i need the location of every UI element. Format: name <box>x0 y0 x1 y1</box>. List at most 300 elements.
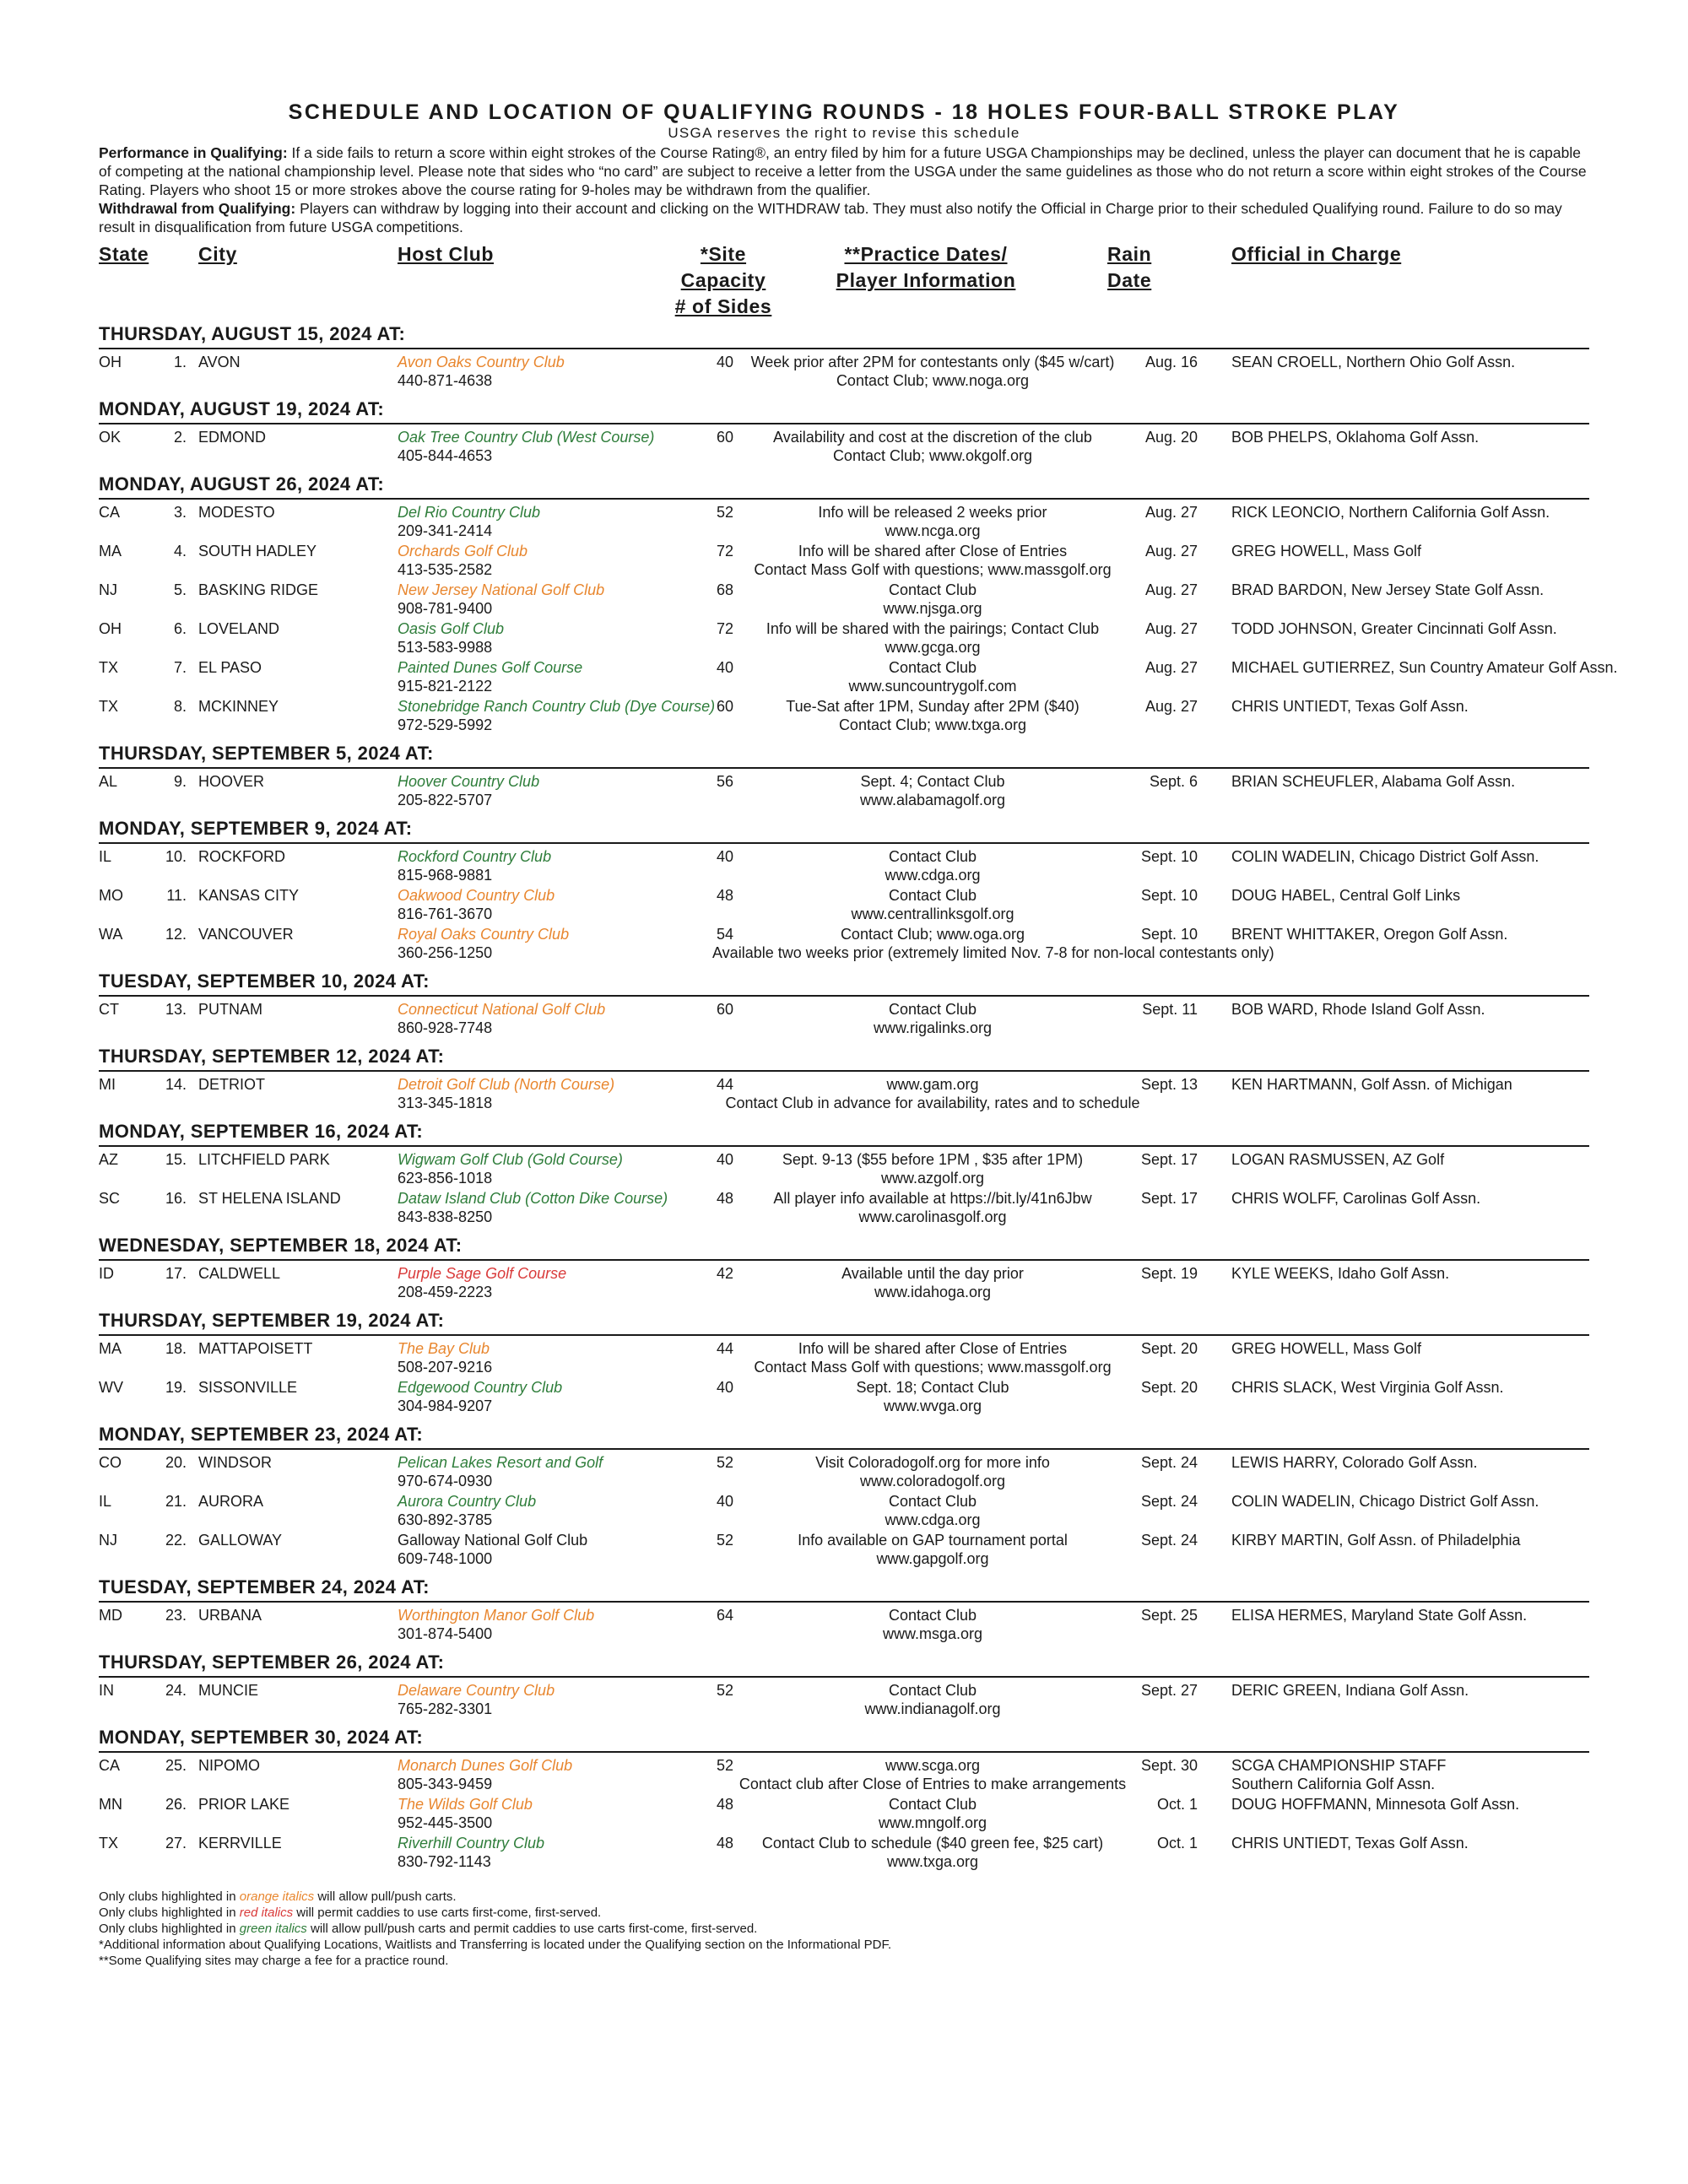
performance-paragraph <box>99 143 1589 199</box>
practice-info-line: www.indianagolf.org <box>864 1700 1001 1717</box>
city-cell: AURORA <box>198 1493 264 1510</box>
row-number: 22. <box>165 1532 187 1549</box>
rain-date: Sept. 19 <box>1140 1265 1198 1282</box>
day-title: TUESDAY, SEPTEMBER 24, 2024 AT: <box>99 1576 430 1597</box>
practice-info-line: www.centrallinksgolf.org <box>851 905 1014 922</box>
site-capacity: 52 <box>716 504 734 521</box>
practice-info <box>712 353 1153 390</box>
table-row <box>99 502 1589 541</box>
site-capacity: 48 <box>716 1190 734 1207</box>
city-cell: PRIOR LAKE <box>198 1796 290 1813</box>
rain-date: Sept. 17 <box>1140 1151 1198 1168</box>
host-club-phone: 313-345-1818 <box>398 1095 493 1111</box>
site-capacity: 60 <box>716 429 734 446</box>
host-club-phone: 623-856-1018 <box>398 1170 493 1187</box>
table-row <box>99 885 1589 924</box>
rain-date: Aug. 20 <box>1144 429 1198 446</box>
rain-date: Sept. 6 <box>1149 773 1198 790</box>
day-divider <box>99 498 1589 500</box>
state-cell: CA <box>99 504 121 521</box>
col-capacity-line2: Capacity <box>680 269 766 291</box>
day-section <box>99 1726 1589 1872</box>
day-divider <box>99 1334 1589 1336</box>
practice-info-line: Contact Club <box>888 659 977 676</box>
practice-info-line: Info will be shared with the pairings; Contact Club <box>766 620 1100 637</box>
host-club-name: Wigwam Golf Club (Gold Course) <box>398 1151 623 1168</box>
note-green-pre: Only clubs highlighted in <box>99 1922 240 1936</box>
practice-info-line: Contact Club in advance for availability, rates and to schedule <box>725 1095 1140 1111</box>
host-club-phone: 208-459-2223 <box>398 1284 493 1300</box>
practice-info-line: Contact Club <box>888 887 977 904</box>
table-row <box>99 999 1589 1038</box>
table-row <box>99 1149 1589 1188</box>
practice-info-line: Contact Club <box>888 848 977 865</box>
official-in-charge <box>1231 1264 1449 1283</box>
practice-info-line: Contact Club <box>888 1682 977 1699</box>
site-capacity: 44 <box>716 1340 734 1357</box>
rain-date: Sept. 10 <box>1140 926 1198 943</box>
day-divider <box>99 348 1589 349</box>
practice-info-line: www.carolinasgolf.org <box>858 1208 1007 1225</box>
table-row <box>99 427 1589 466</box>
day-title: MONDAY, SEPTEMBER 16, 2024 AT: <box>99 1121 424 1142</box>
state-cell: AL <box>99 773 118 790</box>
practice-info <box>712 847 1153 884</box>
host-club-phone: 513-583-9988 <box>398 639 493 656</box>
practice-info-line: www.gcga.org <box>885 639 981 656</box>
practice-info-line: Available until the day prior <box>841 1265 1024 1282</box>
official-name: SCGA CHAMPIONSHIP STAFF <box>1231 1757 1447 1774</box>
state-cell: NJ <box>99 581 117 598</box>
day-title: WEDNESDAY, SEPTEMBER 18, 2024 AT: <box>99 1235 463 1256</box>
host-club-name: Oakwood Country Club <box>398 887 555 904</box>
day-divider <box>99 423 1589 424</box>
day-divider <box>99 1676 1589 1678</box>
performance-text: If a side fails to return a score within eight strokes of the Course Rating®, an entry filed by him for a future USGA Championships may be declined, unless the player can document that he is capable of competing at the national championship level. Please note that sides who “no card” are subject to receive a letter from the USGA under the same guidelines as those who do not return a score within eight strokes of the Course Rating. Players who shoot 15 or more strokes above the course rating for 9-holes may be withdrawn from the qualifier. <box>99 144 1587 198</box>
official-name: BOB PHELPS <box>1231 429 1328 446</box>
state-cell: OH <box>99 354 122 370</box>
host-club-name: New Jersey National Golf Club <box>398 581 605 598</box>
table-row <box>99 352 1589 391</box>
practice-info-line: Contact Club <box>888 1607 977 1624</box>
site-capacity: 72 <box>716 620 734 637</box>
day-divider <box>99 995 1589 997</box>
city-cell: EDMOND <box>198 429 266 446</box>
official-name: CHRIS SLACK <box>1231 1379 1334 1396</box>
day-section <box>99 473 1618 735</box>
note-green-post: will allow pull/push carts and permit caddies to use carts first-come, first-served. <box>306 1922 758 1936</box>
day-section <box>99 1309 1589 1416</box>
official-in-charge <box>1231 353 1515 371</box>
state-cell: ID <box>99 1265 114 1282</box>
city-cell: ST HELENA ISLAND <box>198 1190 341 1207</box>
host-club-name: Detroit Golf Club (North Course) <box>398 1076 615 1093</box>
official-name: CHRIS UNTIEDT <box>1231 1835 1348 1852</box>
host-club-name: Del Rio Country Club <box>398 504 541 521</box>
official-organization: , Chicago District Golf Assn. <box>1350 1493 1539 1510</box>
practice-info-line: www.cdga.org <box>885 1511 981 1528</box>
host-club-name: Painted Dunes Golf Course <box>398 659 583 676</box>
col-state: State <box>99 243 149 265</box>
day-section <box>99 397 1589 466</box>
official-organization: , Alabama Golf Assn. <box>1374 773 1516 790</box>
row-number: 7. <box>173 659 187 676</box>
host-club-name: Royal Oaks Country Club <box>398 926 570 943</box>
practice-info <box>712 1000 1153 1037</box>
day-divider <box>99 1601 1589 1603</box>
day-section <box>99 1651 1589 1719</box>
table-row <box>99 1263 1589 1302</box>
site-capacity: 52 <box>716 1454 734 1471</box>
rain-date: Sept. 30 <box>1140 1757 1198 1774</box>
host-club-phone: 630-892-3785 <box>398 1511 493 1528</box>
practice-info <box>712 1150 1153 1187</box>
rain-date: Sept. 17 <box>1140 1190 1198 1207</box>
city-cell: HOOVER <box>198 773 265 790</box>
host-club-phone: 405-844-4653 <box>398 447 493 464</box>
site-capacity: 54 <box>716 926 734 943</box>
schedule-days <box>99 322 1618 1872</box>
host-club-phone: 301-874-5400 <box>398 1625 493 1642</box>
schedule-page <box>99 100 1618 1969</box>
state-cell: CT <box>99 1001 119 1018</box>
practice-info-line: Week prior after 2PM for contestants only ($45 w/cart) <box>750 354 1115 370</box>
city-cell: EL PASO <box>198 659 262 676</box>
practice-info-line: Contact Club; www.oga.org <box>840 926 1025 943</box>
day-section <box>99 1576 1589 1644</box>
site-capacity: 48 <box>716 1796 734 1813</box>
site-capacity: 40 <box>716 354 734 370</box>
rain-date: Oct. 1 <box>1156 1796 1198 1813</box>
rain-date: Oct. 1 <box>1156 1835 1198 1852</box>
page-subtitle: USGA reserves the right to revise this schedule <box>668 125 1020 141</box>
practice-info-line: Contact Club to schedule ($40 green fee, $25 cart) <box>761 1835 1104 1852</box>
day-divider <box>99 767 1589 769</box>
row-number: 10. <box>165 848 187 865</box>
practice-info <box>712 428 1153 465</box>
city-cell: VANCOUVER <box>198 926 294 943</box>
city-cell: WINDSOR <box>198 1454 272 1471</box>
official-in-charge <box>1231 1453 1477 1472</box>
official-in-charge <box>1231 1075 1512 1094</box>
official-name: TODD JOHNSON <box>1231 620 1353 637</box>
host-club-name: Worthington Manor Golf Club <box>398 1607 595 1624</box>
note-red <box>99 1905 1589 1921</box>
table-row <box>99 1755 1589 1794</box>
day-section <box>99 1120 1589 1227</box>
official-in-charge <box>1231 1492 1539 1511</box>
city-cell: MATTAPOISETT <box>198 1340 313 1357</box>
practice-info-line: Info will be shared after Close of Entries <box>798 1340 1068 1357</box>
note-red-pre: Only clubs highlighted in <box>99 1906 240 1920</box>
practice-info-line: www.alabamagolf.org <box>859 792 1006 808</box>
city-cell: KANSAS CITY <box>198 887 300 904</box>
rain-date: Aug. 27 <box>1144 581 1198 598</box>
practice-info-line: Contact Club <box>888 1796 977 1813</box>
official-name: KYLE WEEKS <box>1231 1265 1330 1282</box>
table-row <box>99 1794 1589 1833</box>
state-cell: OK <box>99 429 122 446</box>
practice-info-line: Info available on GAP tournament portal <box>798 1532 1068 1549</box>
day-divider <box>99 1448 1589 1450</box>
day-divider <box>99 1259 1589 1261</box>
practice-info-line: www.gam.org <box>886 1076 979 1093</box>
host-club-name: Oasis Golf Club <box>398 620 505 637</box>
practice-info <box>712 1189 1153 1226</box>
host-club-phone: 908-781-9400 <box>398 600 493 617</box>
host-club-phone: 972-529-5992 <box>398 716 493 733</box>
official-organization: , New Jersey State Golf Assn. <box>1343 581 1545 598</box>
day-section <box>99 1045 1589 1113</box>
host-club-phone: 805-343-9459 <box>398 1776 493 1792</box>
note-orange-em: orange italics <box>239 1889 315 1904</box>
rain-date: Aug. 16 <box>1144 354 1198 370</box>
official-name: KEN HARTMANN <box>1231 1076 1353 1093</box>
site-capacity: 40 <box>716 1379 734 1396</box>
row-number: 18. <box>165 1340 187 1357</box>
rain-date: Sept. 24 <box>1140 1454 1198 1471</box>
official-organization: , Maryland State Golf Assn. <box>1343 1607 1528 1624</box>
rain-date: Sept. 25 <box>1140 1607 1198 1624</box>
page-title: SCHEDULE AND LOCATION OF QUALIFYING ROUNDS - 18 HOLES FOUR-BALL STROKE PLAY <box>288 100 1400 124</box>
practice-info <box>712 658 1153 695</box>
col-rain <box>1107 241 1151 294</box>
host-club-phone: 815-968-9881 <box>398 867 493 884</box>
official-organization: , Chicago District Golf Assn. <box>1350 848 1539 865</box>
rain-date: Aug. 27 <box>1144 620 1198 637</box>
practice-info-line: www.gapgolf.org <box>876 1550 989 1567</box>
official-organization: , Oklahoma Golf Assn. <box>1328 429 1480 446</box>
site-capacity: 60 <box>716 1001 734 1018</box>
official-in-charge <box>1231 886 1460 905</box>
city-cell: AVON <box>198 354 241 370</box>
official-organization: Southern California Golf Assn. <box>1231 1776 1436 1792</box>
city-cell: ROCKFORD <box>198 848 285 865</box>
practice-info-line: www.njsga.org <box>883 600 982 617</box>
official-name: COLIN WADELIN <box>1231 1493 1351 1510</box>
table-row <box>99 1338 1589 1377</box>
state-cell: AZ <box>99 1151 119 1168</box>
day-title: MONDAY, SEPTEMBER 9, 2024 AT: <box>99 818 413 839</box>
note-orange <box>99 1889 1589 1905</box>
host-club-phone: 360-256-1250 <box>398 944 493 961</box>
rain-date: Aug. 27 <box>1144 659 1198 676</box>
site-capacity: 52 <box>716 1532 734 1549</box>
day-title: MONDAY, AUGUST 26, 2024 AT: <box>99 473 385 495</box>
practice-info <box>712 1795 1153 1832</box>
state-cell: SC <box>99 1190 121 1207</box>
official-name: GREG HOWELL <box>1231 543 1345 560</box>
site-capacity: 64 <box>716 1607 734 1624</box>
practice-info-line: www.msga.org <box>882 1625 983 1642</box>
day-divider <box>99 1751 1589 1753</box>
city-cell: BASKING RIDGE <box>198 581 319 598</box>
official-name: ELISA HERMES <box>1231 1607 1344 1624</box>
state-cell: CA <box>99 1757 121 1774</box>
row-number: 14. <box>165 1076 187 1093</box>
row-number: 5. <box>173 581 187 598</box>
site-capacity: 42 <box>716 1265 734 1282</box>
rain-date: Sept. 24 <box>1140 1493 1198 1510</box>
col-practice-line2: Player Information <box>836 269 1016 291</box>
state-cell: OH <box>99 620 122 637</box>
practice-info-line: www.coloradogolf.org <box>859 1473 1006 1489</box>
city-cell: CALDWELL <box>198 1265 281 1282</box>
host-club-name: Dataw Island Club (Cotton Dike Course) <box>398 1190 668 1207</box>
table-row <box>99 924 1589 963</box>
note-orange-pre: Only clubs highlighted in <box>99 1889 240 1904</box>
table-row <box>99 1833 1589 1872</box>
row-number: 2. <box>173 429 187 446</box>
city-cell: SISSONVILLE <box>198 1379 298 1396</box>
row-number: 9. <box>173 773 187 790</box>
official-in-charge <box>1231 925 1507 943</box>
state-cell: MA <box>99 1340 122 1357</box>
practice-info <box>712 772 1153 809</box>
practice-info <box>712 1531 1153 1568</box>
practice-info-line: www.rigalinks.org <box>873 1019 993 1036</box>
official-organization: , AZ Golf <box>1385 1151 1445 1168</box>
host-club-name: Orchards Golf Club <box>398 543 528 560</box>
table-row <box>99 619 1589 657</box>
table-row <box>99 541 1589 580</box>
table-row <box>99 1452 1589 1491</box>
host-club-name: Rockford Country Club <box>398 848 552 865</box>
practice-info <box>712 503 1153 540</box>
site-capacity: 56 <box>716 773 734 790</box>
official-in-charge <box>1231 1795 1519 1814</box>
day-section <box>99 1234 1589 1302</box>
practice-info <box>712 1606 1153 1643</box>
table-row <box>99 846 1589 885</box>
official-organization: , Greater Cincinnati Golf Assn. <box>1352 620 1557 637</box>
host-club-phone: 205-822-5707 <box>398 792 493 808</box>
practice-info-line: Contact Mass Golf with questions; www.massgolf.org <box>754 1359 1112 1376</box>
table-row <box>99 696 1589 735</box>
day-divider <box>99 842 1589 844</box>
day-section <box>99 322 1589 391</box>
rain-date: Sept. 11 <box>1142 1001 1198 1018</box>
site-capacity: 60 <box>716 698 734 715</box>
official-name: KIRBY MARTIN <box>1231 1532 1339 1549</box>
day-title: MONDAY, SEPTEMBER 30, 2024 AT: <box>99 1727 424 1748</box>
official-in-charge <box>1231 1339 1421 1358</box>
performance-label: Performance in Qualifying: <box>99 144 288 161</box>
col-rain-line2: Date <box>1107 269 1152 291</box>
practice-info <box>712 1492 1153 1529</box>
host-club-phone: 915-821-2122 <box>398 678 493 695</box>
practice-info-line: Contact Club <box>888 581 977 598</box>
col-capacity <box>656 241 791 320</box>
official-in-charge <box>1231 658 1618 677</box>
row-number: 23. <box>165 1607 187 1624</box>
host-club-phone: 765-282-3301 <box>398 1700 493 1717</box>
note-red-post: will permit caddies to use carts first-come, first-served. <box>293 1906 602 1920</box>
state-cell: MD <box>99 1607 122 1624</box>
city-cell: DETRIOT <box>198 1076 265 1093</box>
official-in-charge <box>1231 1681 1469 1700</box>
official-organization: , Idaho Golf Assn. <box>1329 1265 1450 1282</box>
day-section <box>99 742 1589 810</box>
day-title: TUESDAY, SEPTEMBER 10, 2024 AT: <box>99 970 430 992</box>
practice-info-line: www.ncga.org <box>885 522 981 539</box>
withdrawal-label: Withdrawal from Qualifying: <box>99 200 296 217</box>
practice-info-line: Info will be shared after Close of Entries <box>798 543 1068 560</box>
table-row <box>99 1605 1589 1644</box>
host-club-phone: 830-792-1143 <box>398 1853 491 1870</box>
official-name: MICHAEL GUTIERREZ <box>1231 659 1391 676</box>
official-name: CHRIS WOLFF <box>1231 1190 1335 1207</box>
note-green <box>99 1921 1589 1937</box>
practice-info <box>712 1756 1153 1793</box>
practice-info-line: www.txga.org <box>886 1853 979 1870</box>
host-club-name: Stonebridge Ranch Country Club (Dye Course) <box>398 698 716 715</box>
practice-info-line: Sept. 18; Contact Club <box>856 1379 1009 1396</box>
host-club-phone: 816-761-3670 <box>398 905 493 922</box>
official-organization: , Texas Golf Assn. <box>1347 1835 1469 1852</box>
row-number: 17. <box>165 1265 187 1282</box>
practice-info <box>712 1681 1153 1718</box>
host-club-name: The Wilds Golf Club <box>398 1796 533 1813</box>
host-club-phone: 952-445-3500 <box>398 1814 493 1831</box>
row-number: 8. <box>173 698 187 715</box>
practice-info <box>712 1339 1153 1376</box>
practice-info <box>712 1834 1153 1871</box>
row-number: 11. <box>166 887 187 904</box>
col-official: Official in Charge <box>1231 243 1402 265</box>
official-name: SEAN CROELL <box>1231 354 1339 370</box>
table-row <box>99 580 1589 619</box>
practice-info-line: Contact club after Close of Entries to make arrangements <box>738 1776 1127 1792</box>
rain-date: Sept. 24 <box>1140 1532 1198 1549</box>
practice-info-line: Tue-Sat after 1PM, Sunday after 2PM ($40) <box>786 698 1079 715</box>
site-capacity: 40 <box>716 1493 734 1510</box>
rain-date: Aug. 27 <box>1144 698 1198 715</box>
official-name: BOB WARD <box>1231 1001 1314 1018</box>
day-section <box>99 970 1589 1038</box>
practice-info <box>712 581 1153 618</box>
city-cell: SOUTH HADLEY <box>198 543 317 560</box>
city-cell: NIPOMO <box>198 1757 261 1774</box>
row-number: 19. <box>165 1379 187 1396</box>
city-cell: MUNCIE <box>198 1682 258 1699</box>
table-row <box>99 1074 1589 1113</box>
day-title: MONDAY, SEPTEMBER 23, 2024 AT: <box>99 1424 424 1445</box>
day-section <box>99 817 1589 963</box>
practice-info-line: Visit Coloradogolf.org for more info <box>815 1454 1050 1471</box>
host-club-name: Hoover Country Club <box>398 773 540 790</box>
host-club-phone: 508-207-9216 <box>398 1359 493 1376</box>
state-cell: MI <box>99 1076 116 1093</box>
host-club-name: Pelican Lakes Resort and Golf <box>398 1454 603 1471</box>
note-additional-info: *Additional information about Qualifying Locations, Waitlists and Transferring is located under the Qualifying section on the Informational PDF. <box>99 1938 892 1952</box>
city-cell: GALLOWAY <box>198 1532 283 1549</box>
official-organization: , Mass Golf <box>1344 1340 1422 1357</box>
site-capacity: 52 <box>716 1682 734 1699</box>
day-title: THURSDAY, SEPTEMBER 12, 2024 AT: <box>99 1046 445 1067</box>
day-section <box>99 1423 1589 1569</box>
withdrawal-paragraph <box>99 199 1589 236</box>
practice-info-line: www.idahoga.org <box>874 1284 992 1300</box>
host-club-phone: 440-871-4638 <box>398 372 493 389</box>
official-in-charge <box>1231 619 1557 638</box>
official-name: LOGAN RASMUSSEN <box>1231 1151 1386 1168</box>
col-capacity-line1: *Site <box>700 243 747 265</box>
official-name: CHRIS UNTIEDT <box>1231 698 1348 715</box>
official-name: GREG HOWELL <box>1231 1340 1345 1357</box>
practice-info-line: Contact Club; www.txga.org <box>838 716 1027 733</box>
official-in-charge <box>1231 428 1479 446</box>
